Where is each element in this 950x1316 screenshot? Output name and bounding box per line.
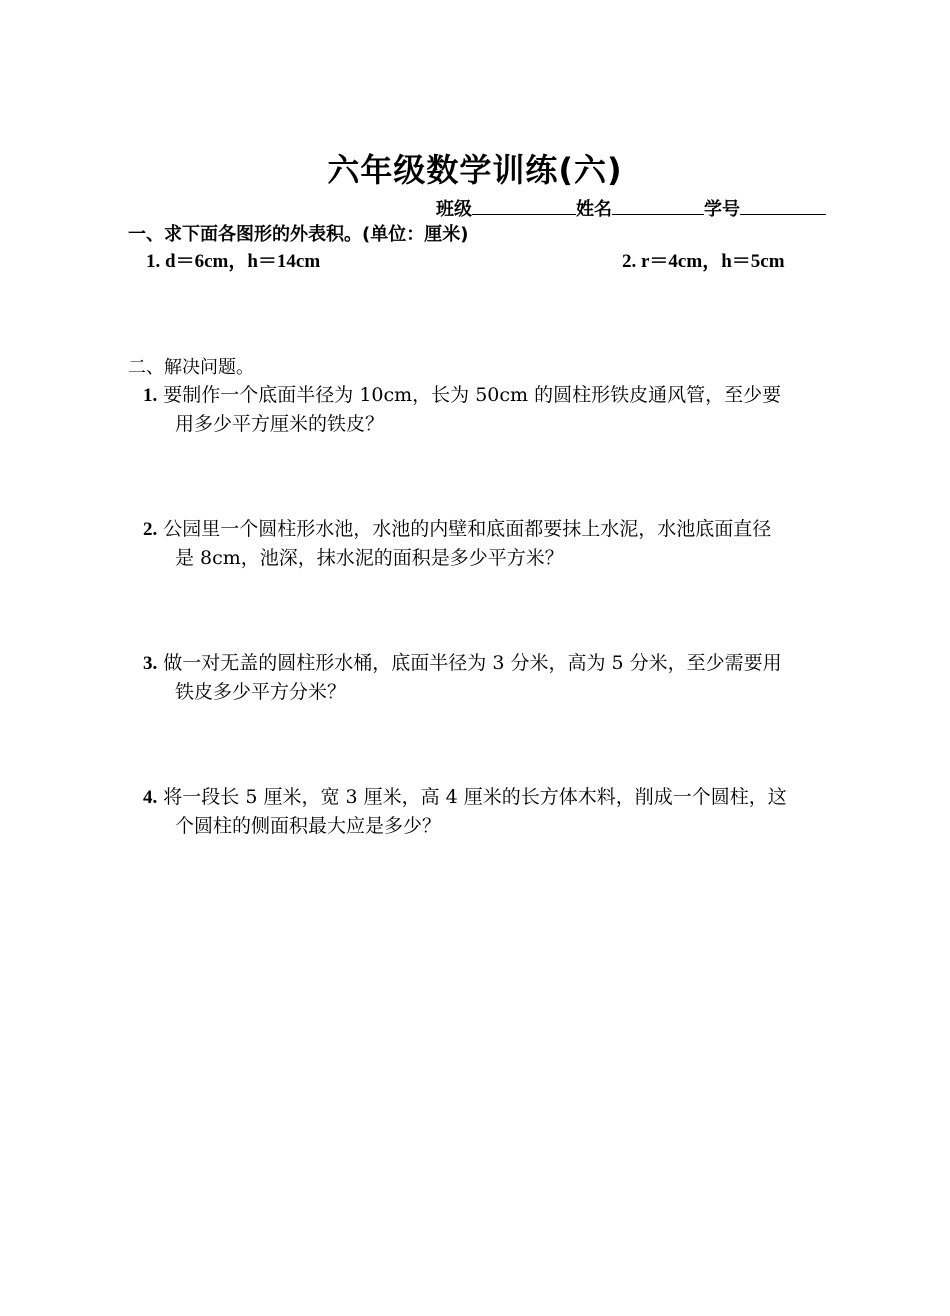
section-one-heading: 一、求下面各图形的外表积。(单位：厘米) <box>128 224 469 245</box>
question-number: 2. <box>143 519 158 540</box>
class-blank[interactable] <box>472 194 576 215</box>
question-text-line-1: 要制作一个底面半径为 10cm，长为 50cm 的圆柱形铁皮通风管，至少要 <box>163 384 782 406</box>
student-number-label: 学号 <box>704 199 740 220</box>
question-3 <box>143 649 833 706</box>
question-number: 1. <box>143 385 158 406</box>
page-title: 六年级数学训练(六) <box>327 151 623 189</box>
student-info-line <box>436 194 826 223</box>
question-2 <box>143 515 833 572</box>
question-number: 4. <box>143 787 158 808</box>
section-two-heading: 二、解决问题。 <box>128 357 254 378</box>
name-blank[interactable] <box>612 194 704 215</box>
question-4 <box>143 783 833 840</box>
question-text-line-1: 将一段长 5 厘米，宽 3 厘米，高 4 厘米的长方体木料，削成一个圆柱，这 <box>163 786 787 808</box>
question-text-line-2: 用多少平方厘米的铁皮？ <box>175 413 385 435</box>
student-number-blank[interactable] <box>740 194 826 215</box>
question-text-line-1: 做一对无盖的圆柱形水桶，底面半径为 3 分米，高为 5 分米，至少需要用 <box>163 652 782 674</box>
question-text-line-2: 是 8cm，池深，抹水泥的面积是多少平方米？ <box>175 547 564 569</box>
question-number: 3. <box>143 653 158 674</box>
question-text-line-2: 个圆柱的侧面积最大应是多少？ <box>175 815 442 837</box>
name-label: 姓名 <box>576 199 612 220</box>
question-text-line-2: 铁皮多少平方分米？ <box>175 681 347 703</box>
question-text-line-1: 公园里一个圆柱形水池，水池的内壁和底面都要抹上水泥，水池底面直径 <box>163 518 772 540</box>
section-one-item-1: 1. d＝6cm，h＝14cm <box>146 251 321 272</box>
section-one-item-2: 2. r＝4cm，h＝5cm <box>622 251 785 272</box>
class-label: 班级 <box>436 199 472 220</box>
question-1 <box>143 381 833 438</box>
